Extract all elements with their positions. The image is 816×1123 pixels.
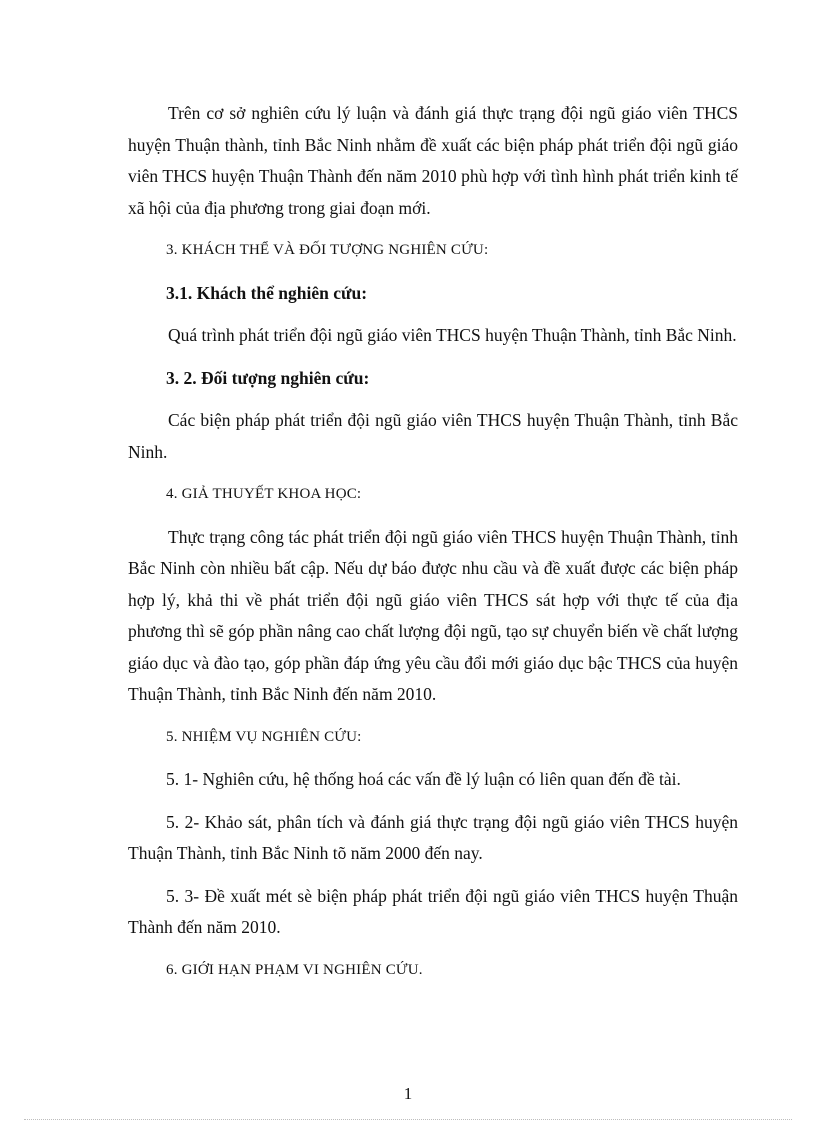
section-4-paragraph: Thực trạng công tác phát triển đội ngũ giáo viên THCS huyện Thuận Thành, tỉnh Bắc Ninh còn nhiều bất cập. Nếu dự báo được nhu cầu và đề xuất được các biện pháp hợp lý, khả thi về phát triển đội ngũ giáo viên THCS sát hợp với thực tế của địa phương thì sẽ góp phần nâng cao chất lượng đội ngũ, tạo sự chuyển biến về chất lượng giáo dục và đào tạo, góp phần đáp ứng yêu cầu đổi mới giáo dục bậc THCS của huyện Thuận Thành, tỉnh Bắc Ninh đến năm 2010. [128,526,738,704]
task-item: 5. 1- Nghiên cứu, hệ thống hoá các vấn đề lý luận có liên quan đến đề tài. [166,769,681,789]
intro-paragraph: Trên cơ sở nghiên cứu lý luận và đánh giá thực trạng đội ngũ giáo viên THCS huyện Thuận thành, tỉnh Bắc Ninh nhằm đề xuất các biện pháp phát triển đội ngũ giáo viên THCS huyện Thuận Thành đến năm 2010 phù hợp với tình hình phát triển kinh tế xã hội của địa phương trong giai đoạn mới. [128,103,738,218]
section-3-2-paragraph: Các biện pháp phát triển đội ngũ giáo viên THCS huyện Thuận Thành, tỉnh Bắc Ninh. [128,410,738,462]
page-number: 1 [403,1084,413,1103]
section-3-1-heading: 3.1. Khách thể nghiên cứu: [166,282,368,303]
task-item: 5. 2- Khảo sát, phân tích và đánh giá thực trạng đội ngũ giáo viên THCS huyện Thuận Thành, tỉnh Bắc Ninh tõ năm 2000 đến nay. [128,811,738,863]
section-3-2-heading: 3. 2. Đối tượng nghiên cứu: [166,367,370,388]
section-3-heading: 3. KHÁCH THỂ VÀ ĐỐI TƯỢNG NGHIÊN CỨU: [166,242,489,258]
section-5-heading: 5. NHIỆM VỤ NGHIÊN CỨU: [166,728,362,745]
footer-divider [24,1119,792,1120]
section-3-1-paragraph: Quá trình phát triển đội ngũ giáo viên THCS huyện Thuận Thành, tỉnh Bắc Ninh. [168,325,737,345]
document-body [128,98,738,997]
section-4-heading: 4. GIẢ THUYẾT KHOA HỌC: [166,486,362,502]
task-item: 5. 3- Đề xuất mét sè biện pháp phát triển đội ngũ giáo viên THCS huyện Thuận Thành đến năm 2010. [128,885,738,937]
section-6-heading: 6. GIỚI HẠN PHẠM VI NGHIÊN CỨU. [166,961,423,978]
